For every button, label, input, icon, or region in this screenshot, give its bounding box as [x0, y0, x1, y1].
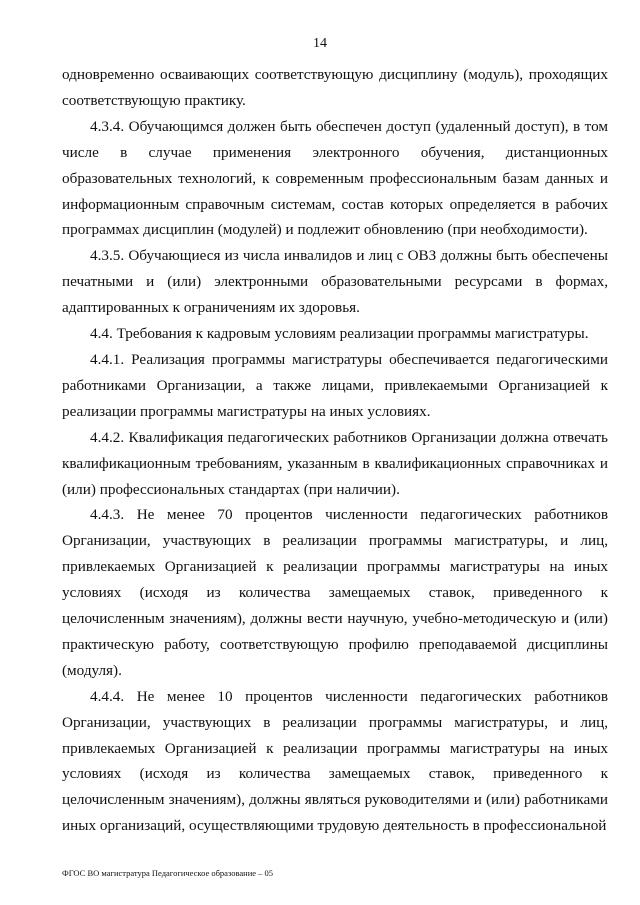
document-body	[62, 62, 608, 839]
page-footer: ФГОС ВО магистратура Педагогическое образование – 05	[62, 868, 274, 878]
paragraph-4-4: 4.4. Требования к кадровым условиям реализации программы магистратуры.	[90, 325, 589, 343]
page-number: 14	[313, 36, 327, 51]
paragraph-continuation: одновременно осваивающих соответствующую дисциплину (модуль), проходящих соответствующую практику.	[62, 66, 608, 109]
paragraph-4-4-1: 4.4.1. Реализация программы магистратуры обеспечивается педагогическими работниками Организации, а также лицами, привлекаемыми Организацией к реализации программы магистратуры на иных условиях.	[62, 350, 608, 420]
paragraph-4-3-4: 4.3.4. Обучающимся должен быть обеспечен доступ (удаленный доступ), в том числе в случае применения электронного обучения, дистанционных образовательных технологий, к современным профессиональным базам данных и информационным справочным системам, состав которых определяется в рабочих программах дисциплин (модулей) и подлежит обновлению (при необходимости).	[62, 117, 608, 239]
paragraph-4-3-5: 4.3.5. Обучающиеся из числа инвалидов и лиц с ОВЗ должны быть обеспечены печатными и (или) электронными образовательными ресурсами в формах, адаптированных к ограничениям их здоровья.	[62, 247, 608, 317]
paragraph-4-4-3: 4.4.3. Не менее 70 процентов численности педагогических работников Организации, участвующих в реализации программы магистратуры, и лиц, привлекаемых Организацией к реализации программы магистратуры на иных условиях (исходя из количества замещаемых ставок, приведенного к целочисленным значениям), должны вести научную, учебно-методическую и (или) практическую работу, соответствующую профилю преподаваемой дисциплины (модуля).	[62, 506, 608, 679]
paragraph-4-4-4: 4.4.4. Не менее 10 процентов численности педагогических работников Организации, участвующих в реализации программы магистратуры, и лиц, привлекаемых Организацией к реализации программы магистратуры на иных условиях (исходя из количества замещаемых ставок, приведенного к целочисленным значениям), должны являться руководителями и (или) работниками иных организаций, осуществляющими трудовую деятельность в профессиональной	[62, 687, 608, 835]
paragraph-4-4-2: 4.4.2. Квалификация педагогических работников Организации должна отвечать квалификационным требованиям, указанным в квалификационных справочниках и (или) профессиональных стандартах (при наличии).	[62, 428, 608, 498]
